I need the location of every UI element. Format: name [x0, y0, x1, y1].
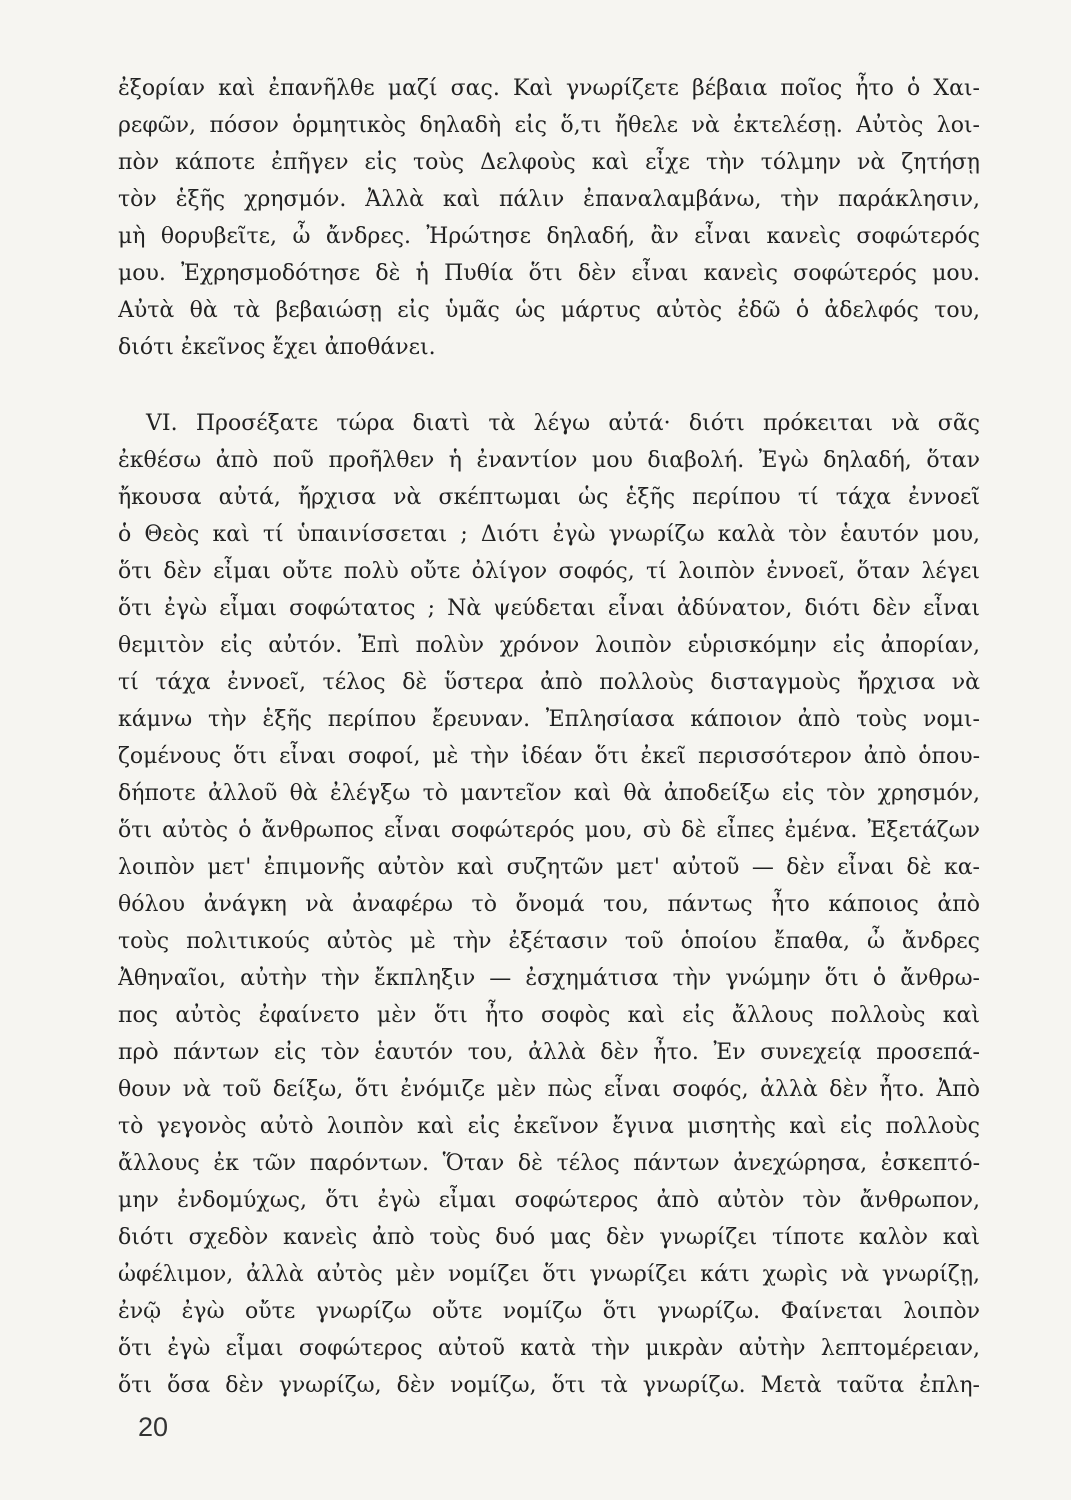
- text-line: πὸν κάποτε ἐπῆγεν εἰς τοὺς Δελφοὺς καὶ εἶχε τὴν τόλμην νὰ ζητήσῃ: [118, 150, 980, 175]
- text-line: μὴ θορυβεῖτε, ὦ ἄνδρες. Ἠρώτησε δηλαδή, ἂν εἶναι κανεὶς σοφώτερός: [118, 224, 980, 249]
- text-line: δήποτε ἀλλοῦ θὰ ἐλέγξω τὸ μαντεῖον καὶ θὰ ἀποδείξω εἰς τὸν χρησμόν,: [118, 781, 980, 806]
- text-line: διότι ἐκεῖνος ἔχει ἀποθάνει.: [118, 335, 436, 360]
- text-line: ἐνῷ ἐγὼ οὔτε γνωρίζω οὔτε νομίζω ὅτι γνωρίζω. Φαίνεται λοιπὸν: [118, 1299, 980, 1324]
- paragraph-2: [118, 405, 980, 1404]
- text-line: ὅτι αὐτὸς ὁ ἄνθρωπος εἶναι σοφώτερός μου, σὺ δὲ εἶπες ἐμένα. Ἐξετάζων: [118, 818, 980, 843]
- text-line: τί τάχα ἐννοεῖ, τέλος δὲ ὕστερα ἀπὸ πολλοὺς δισταγμοὺς ἤρχισα νὰ: [118, 670, 980, 695]
- paragraph-1: [118, 70, 980, 366]
- text-line: ὅτι ἐγὼ εἶμαι σοφώτατος ; Νὰ ψεύδεται εἶναι ἀδύνατον, διότι δὲν εἶναι: [118, 596, 980, 621]
- text-line: ὠφέλιμον, ἀλλὰ αὐτὸς μὲν νομίζει ὅτι γνωρίζει κάτι χωρὶς νὰ γνωρίζῃ,: [118, 1262, 980, 1287]
- text-line: μου. Ἐχρησμοδότησε δὲ ἡ Πυθία ὅτι δὲν εἶναι κανεὶς σοφώτερός μου.: [118, 261, 980, 286]
- text-line: τὸ γεγονὸς αὐτὸ λοιπὸν καὶ εἰς ἐκεῖνον ἔγινα μισητὴς καὶ εἰς πολλοὺς: [118, 1114, 980, 1139]
- text-line: ὁ Θεὸς καὶ τί ὑπαινίσσεται ; Διότι ἐγὼ γνωρίζω καλὰ τὸν ἑαυτόν μου,: [118, 522, 980, 547]
- text-line: ἄλλους ἐκ τῶν παρόντων. Ὅταν δὲ τέλος πάντων ἀνεχώρησα, ἐσκεπτό-: [118, 1151, 980, 1176]
- text-line: ὅτι δὲν εἶμαι οὔτε πολὺ οὔτε ὀλίγον σοφός, τί λοιπὸν ἐννοεῖ, ὅταν λέγει: [118, 559, 980, 584]
- text-line: τοὺς πολιτικούς αὐτὸς μὲ τὴν ἐξέτασιν τοῦ ὁποίου ἔπαθα, ὦ ἄνδρες: [118, 929, 980, 954]
- text-line: θεμιτὸν εἰς αὐτόν. Ἐπὶ πολὺν χρόνον λοιπὸν εὑρισκόμην εἰς ἀπορίαν,: [118, 633, 980, 658]
- text-line: πος αὐτὸς ἐφαίνετο μὲν ὅτι ἦτο σοφὸς καὶ εἰς ἄλλους πολλοὺς καὶ: [118, 1003, 980, 1028]
- text-line: ζομένους ὅτι εἶναι σοφοί, μὲ τὴν ἰδέαν ὅτι ἐκεῖ περισσότερον ἀπὸ ὁπου-: [118, 744, 980, 769]
- text-line: ὅτι ἐγὼ εἶμαι σοφώτερος αὐτοῦ κατὰ τὴν μικρὰν αὐτὴν λεπτομέρειαν,: [118, 1336, 980, 1361]
- text-line: λοιπὸν μετ' ἐπιμονῆς αὐτὸν καὶ συζητῶν μετ' αὐτοῦ — δὲν εἶναι δὲ κα-: [118, 855, 980, 880]
- text-line: Αὐτὰ θὰ τὰ βεβαιώσῃ εἰς ὑμᾶς ὡς μάρτυς αὐτὸς ἐδῶ ὁ ἀδελφός του,: [118, 298, 980, 323]
- text-line: θουν νὰ τοῦ δείξω, ὅτι ἐνόμιζε μὲν πὼς εἶναι σοφός, ἀλλὰ δὲν ἦτο. Ἀπὸ: [118, 1077, 980, 1102]
- text-line: μην ἐνδομύχως, ὅτι ἐγὼ εἶμαι σοφώτερος ἀπὸ αὐτὸν τὸν ἄνθρωπον,: [118, 1188, 980, 1213]
- text-line: διότι σχεδὸν κανεὶς ἀπὸ τοὺς δυό μας δὲν γνωρίζει τίποτε καλὸν καὶ: [118, 1225, 980, 1250]
- text-line: πρὸ πάντων εἰς τὸν ἑαυτόν του, ἀλλὰ δὲν ἦτο. Ἐν συνεχείᾳ προσεπά-: [118, 1040, 980, 1065]
- text-line: τὸν ἑξῆς χρησμόν. Ἀλλὰ καὶ πάλιν ἐπαναλαμβάνω, τὴν παράκλησιν,: [118, 187, 980, 212]
- text-line: Ἀθηναῖοι, αὐτὴν τὴν ἔκπληξιν — ἐσχημάτισα τὴν γνώμην ὅτι ὁ ἄνθρω-: [118, 966, 980, 991]
- text-line: κάμνω τὴν ἑξῆς περίπου ἔρευναν. Ἐπλησίασα κάποιον ἀπὸ τοὺς νομι-: [118, 707, 980, 732]
- text-line: ρεφῶν, πόσον ὁρμητικὸς δηλαδὴ εἰς ὅ,τι ἤθελε νὰ ἐκτελέσῃ. Αὐτὸς λοι-: [118, 113, 980, 138]
- page-number: 20: [138, 1412, 169, 1442]
- text-line: θόλου ἀνάγκη νὰ ἀναφέρω τὸ ὄνομά του, πάντως ἦτο κάποιος ἀπὸ: [118, 892, 980, 917]
- text-line: ἐκθέσω ἀπὸ ποῦ προῆλθεν ἡ ἐναντίον μου διαβολή. Ἐγὼ δηλαδή, ὅταν: [118, 448, 980, 473]
- text-line: ἤκουσα αὐτά, ἤρχισα νὰ σκέπτωμαι ὡς ἑξῆς περίπου τί τάχα ἐννοεῖ: [118, 485, 980, 510]
- text-line: ἐξορίαν καὶ ἐπανῆλθε μαζί σας. Καὶ γνωρίζετε βέβαια ποῖος ἦτο ὁ Χαι-: [118, 76, 980, 101]
- text-line: ὅτι ὅσα δὲν γνωρίζω, δὲν νομίζω, ὅτι τὰ γνωρίζω. Μετὰ ταῦτα ἐπλη-: [118, 1373, 980, 1398]
- section-heading-line: VI. Προσέξατε τώρα διατὶ τὰ λέγω αὐτά· διότι πρόκειται νὰ σᾶς: [146, 411, 980, 436]
